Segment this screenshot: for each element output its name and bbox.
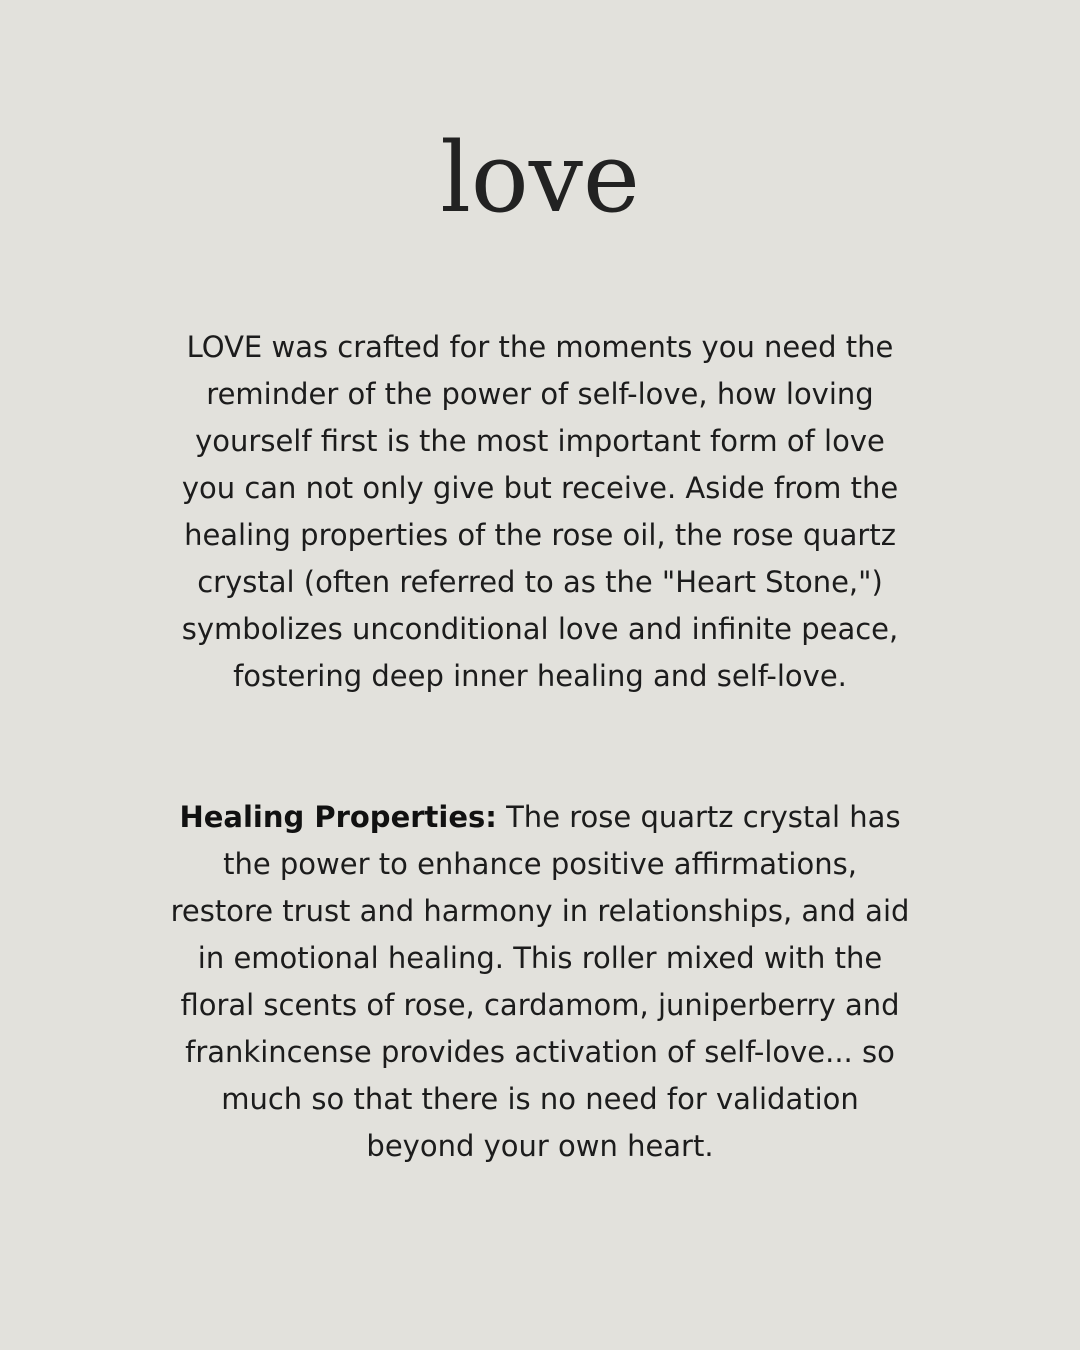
page-title: love bbox=[440, 122, 640, 234]
intro-paragraph bbox=[170, 324, 910, 700]
healing-properties-label: Healing Properties: bbox=[179, 800, 497, 834]
healing-properties-text: The rose quartz crystal has the power to enhance positive affirmations, restore trust and harmony in relationships, and aid in emotional healing. This roller mixed with the floral scents of rose, cardamom, juniperberry and frankincense provides activation of self-love... so much so that there is no need for validation beyond your own heart. bbox=[170, 800, 910, 1163]
intro-text: LOVE was crafted for the moments you need the reminder of the power of self-love, how loving yourself first is the most important form of love you can not only give but receive. Aside from the healing properties of the rose oil, the rose quartz crystal (often referred to as the "Heart Stone,") symbolizes unconditional love and infinite peace, fostering deep inner healing and self-love. bbox=[181, 330, 899, 693]
healing-properties-paragraph bbox=[170, 794, 910, 1170]
